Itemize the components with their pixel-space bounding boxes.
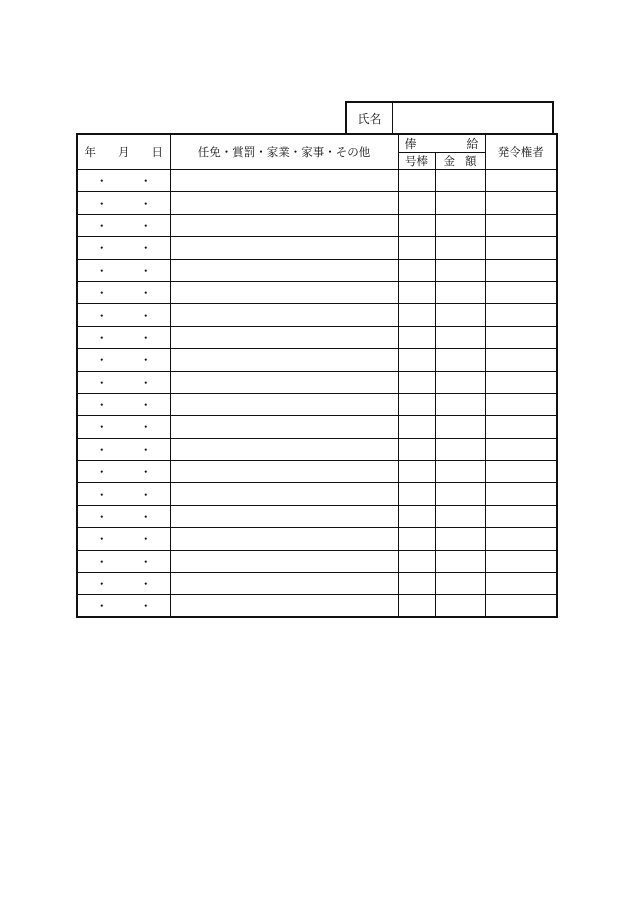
date-separator: ・ [139, 263, 152, 278]
date-cell[interactable] [77, 595, 170, 617]
salary-grade-cell[interactable] [398, 371, 435, 393]
salary-grade-header: 号棒 [398, 153, 435, 170]
salary-amount-cell[interactable] [435, 326, 485, 348]
date-cell[interactable] [77, 237, 170, 259]
date-separator: ・ [139, 465, 152, 480]
table-row [77, 416, 557, 438]
salary-amount-cell[interactable] [435, 550, 485, 572]
salary-grade-cell[interactable] [398, 304, 435, 326]
salary-grade-cell[interactable] [398, 595, 435, 617]
salary-amount-cell[interactable] [435, 192, 485, 214]
authority-cell[interactable] [485, 371, 557, 393]
table-row [77, 550, 557, 572]
date-cell[interactable] [77, 550, 170, 572]
event-cell[interactable] [170, 259, 398, 281]
authority-cell[interactable] [485, 326, 557, 348]
event-cell[interactable] [170, 438, 398, 460]
date-separator: ・ [139, 241, 152, 256]
authority-cell[interactable] [485, 483, 557, 505]
name-label: 氏名 [347, 103, 393, 133]
salary-amount-cell[interactable] [435, 237, 485, 259]
event-cell[interactable] [170, 573, 398, 595]
date-cell[interactable] [77, 483, 170, 505]
authority-cell[interactable] [485, 281, 557, 303]
date-separator: ・ [95, 577, 108, 592]
salary-grade-cell[interactable] [398, 438, 435, 460]
table-row [77, 304, 557, 326]
table-row [77, 259, 557, 281]
date-separator: ・ [139, 577, 152, 592]
date-separator: ・ [95, 353, 108, 368]
salary-grade-cell[interactable] [398, 416, 435, 438]
date-separator: ・ [139, 218, 152, 233]
event-cell[interactable] [170, 170, 398, 192]
date-cell[interactable] [77, 505, 170, 527]
date-separator: ・ [95, 487, 108, 502]
event-cell[interactable] [170, 371, 398, 393]
salary-amount-cell[interactable] [435, 304, 485, 326]
date-separator: ・ [139, 510, 152, 525]
salary-amount-char-2: 額 [465, 154, 477, 168]
date-cell[interactable] [77, 461, 170, 483]
authority-cell[interactable] [485, 416, 557, 438]
event-cell[interactable] [170, 214, 398, 236]
date-separator: ・ [139, 554, 152, 569]
date-separator: ・ [139, 398, 152, 413]
date-cell[interactable] [77, 304, 170, 326]
date-separator: ・ [95, 554, 108, 569]
date-separator: ・ [95, 263, 108, 278]
date-separator: ・ [139, 532, 152, 547]
date-separator: ・ [95, 532, 108, 547]
authority-cell[interactable] [485, 214, 557, 236]
date-separator: ・ [139, 599, 152, 614]
date-separator: ・ [95, 196, 108, 211]
date-separator: ・ [139, 308, 152, 323]
date-separator: ・ [95, 465, 108, 480]
date-separator: ・ [139, 420, 152, 435]
authority-cell[interactable] [485, 438, 557, 460]
salary-amount-header [435, 153, 485, 170]
salary-grade-cell[interactable] [398, 326, 435, 348]
event-cell[interactable] [170, 483, 398, 505]
salary-amount-cell[interactable] [435, 371, 485, 393]
table-row [77, 170, 557, 192]
date-separator: ・ [95, 375, 108, 390]
salary-grade-cell[interactable] [398, 214, 435, 236]
authority-cell[interactable] [485, 528, 557, 550]
date-separator: ・ [139, 286, 152, 301]
date-cell[interactable] [77, 349, 170, 371]
event-cell[interactable] [170, 528, 398, 550]
event-cell[interactable] [170, 550, 398, 572]
date-cell[interactable] [77, 371, 170, 393]
authority-cell[interactable] [485, 550, 557, 572]
salary-amount-cell[interactable] [435, 259, 485, 281]
salary-grade-cell[interactable] [398, 170, 435, 192]
name-value[interactable] [393, 103, 552, 133]
salary-header-char-2: 給 [466, 137, 479, 151]
salary-amount-cell[interactable] [435, 573, 485, 595]
month-header: 月 [118, 145, 130, 159]
event-header: 任免・賞罰・家業・家事・その他 [170, 134, 398, 170]
salary-amount-cell[interactable] [435, 528, 485, 550]
event-cell[interactable] [170, 461, 398, 483]
event-cell[interactable] [170, 281, 398, 303]
salary-amount-cell[interactable] [435, 595, 485, 617]
salary-amount-cell[interactable] [435, 483, 485, 505]
authority-cell[interactable] [485, 304, 557, 326]
table-row [77, 192, 557, 214]
date-separator: ・ [95, 599, 108, 614]
table-row [77, 438, 557, 460]
date-header [77, 134, 170, 170]
date-cell[interactable] [77, 528, 170, 550]
salary-grade-cell[interactable] [398, 349, 435, 371]
table-row [77, 214, 557, 236]
salary-header-char-1: 俸 [404, 137, 417, 151]
date-cell[interactable] [77, 170, 170, 192]
date-cell[interactable] [77, 326, 170, 348]
salary-amount-cell[interactable] [435, 214, 485, 236]
table-row [77, 371, 557, 393]
event-cell[interactable] [170, 416, 398, 438]
date-separator: ・ [95, 174, 108, 189]
salary-amount-cell[interactable] [435, 349, 485, 371]
authority-cell[interactable] [485, 349, 557, 371]
event-cell[interactable] [170, 505, 398, 527]
salary-amount-cell[interactable] [435, 438, 485, 460]
table-row [77, 573, 557, 595]
date-cell[interactable] [77, 192, 170, 214]
authority-header: 発令権者 [485, 134, 557, 170]
date-cell[interactable] [77, 416, 170, 438]
salary-header [398, 134, 485, 153]
authority-cell[interactable] [485, 505, 557, 527]
date-separator: ・ [139, 353, 152, 368]
date-separator: ・ [139, 174, 152, 189]
salary-grade-cell[interactable] [398, 483, 435, 505]
event-cell[interactable] [170, 304, 398, 326]
date-separator: ・ [139, 330, 152, 345]
salary-amount-char-1: 金 [443, 154, 455, 168]
year-header: 年 [84, 145, 96, 159]
event-cell[interactable] [170, 393, 398, 415]
date-separator: ・ [95, 510, 108, 525]
authority-cell[interactable] [485, 573, 557, 595]
salary-amount-cell[interactable] [435, 461, 485, 483]
date-cell[interactable] [77, 281, 170, 303]
date-separator: ・ [95, 241, 108, 256]
table-row [77, 393, 557, 415]
name-field [345, 101, 554, 133]
salary-grade-cell[interactable] [398, 393, 435, 415]
table-row [77, 483, 557, 505]
table-row [77, 326, 557, 348]
date-separator: ・ [139, 375, 152, 390]
date-separator: ・ [95, 218, 108, 233]
date-cell[interactable] [77, 214, 170, 236]
authority-cell[interactable] [485, 259, 557, 281]
salary-amount-cell[interactable] [435, 393, 485, 415]
date-separator: ・ [95, 330, 108, 345]
date-separator: ・ [95, 308, 108, 323]
authority-cell[interactable] [485, 170, 557, 192]
authority-cell[interactable] [485, 595, 557, 617]
event-cell[interactable] [170, 595, 398, 617]
salary-grade-cell[interactable] [398, 237, 435, 259]
date-cell[interactable] [77, 393, 170, 415]
table-row [77, 349, 557, 371]
date-separator: ・ [95, 286, 108, 301]
salary-grade-cell[interactable] [398, 192, 435, 214]
table-row [77, 595, 557, 617]
salary-amount-cell[interactable] [435, 281, 485, 303]
date-separator: ・ [139, 487, 152, 502]
salary-grade-cell[interactable] [398, 505, 435, 527]
event-cell[interactable] [170, 237, 398, 259]
date-cell[interactable] [77, 259, 170, 281]
date-separator: ・ [95, 442, 108, 457]
date-separator: ・ [139, 442, 152, 457]
personnel-record-table [76, 133, 558, 618]
event-cell[interactable] [170, 326, 398, 348]
event-cell[interactable] [170, 349, 398, 371]
authority-cell[interactable] [485, 237, 557, 259]
salary-grade-cell[interactable] [398, 259, 435, 281]
table-row [77, 237, 557, 259]
salary-grade-cell[interactable] [398, 550, 435, 572]
date-separator: ・ [95, 398, 108, 413]
salary-grade-cell[interactable] [398, 281, 435, 303]
salary-amount-cell[interactable] [435, 416, 485, 438]
table-row [77, 528, 557, 550]
authority-cell[interactable] [485, 192, 557, 214]
table-row [77, 281, 557, 303]
header-row [77, 134, 557, 153]
salary-grade-cell[interactable] [398, 573, 435, 595]
date-cell[interactable] [77, 573, 170, 595]
salary-grade-cell[interactable] [398, 528, 435, 550]
event-cell[interactable] [170, 192, 398, 214]
day-header: 日 [151, 145, 163, 159]
salary-amount-cell[interactable] [435, 505, 485, 527]
date-separator: ・ [95, 420, 108, 435]
authority-cell[interactable] [485, 393, 557, 415]
table-row [77, 505, 557, 527]
date-separator: ・ [139, 196, 152, 211]
salary-amount-cell[interactable] [435, 170, 485, 192]
table-row [77, 461, 557, 483]
authority-cell[interactable] [485, 461, 557, 483]
salary-grade-cell[interactable] [398, 461, 435, 483]
date-cell[interactable] [77, 438, 170, 460]
